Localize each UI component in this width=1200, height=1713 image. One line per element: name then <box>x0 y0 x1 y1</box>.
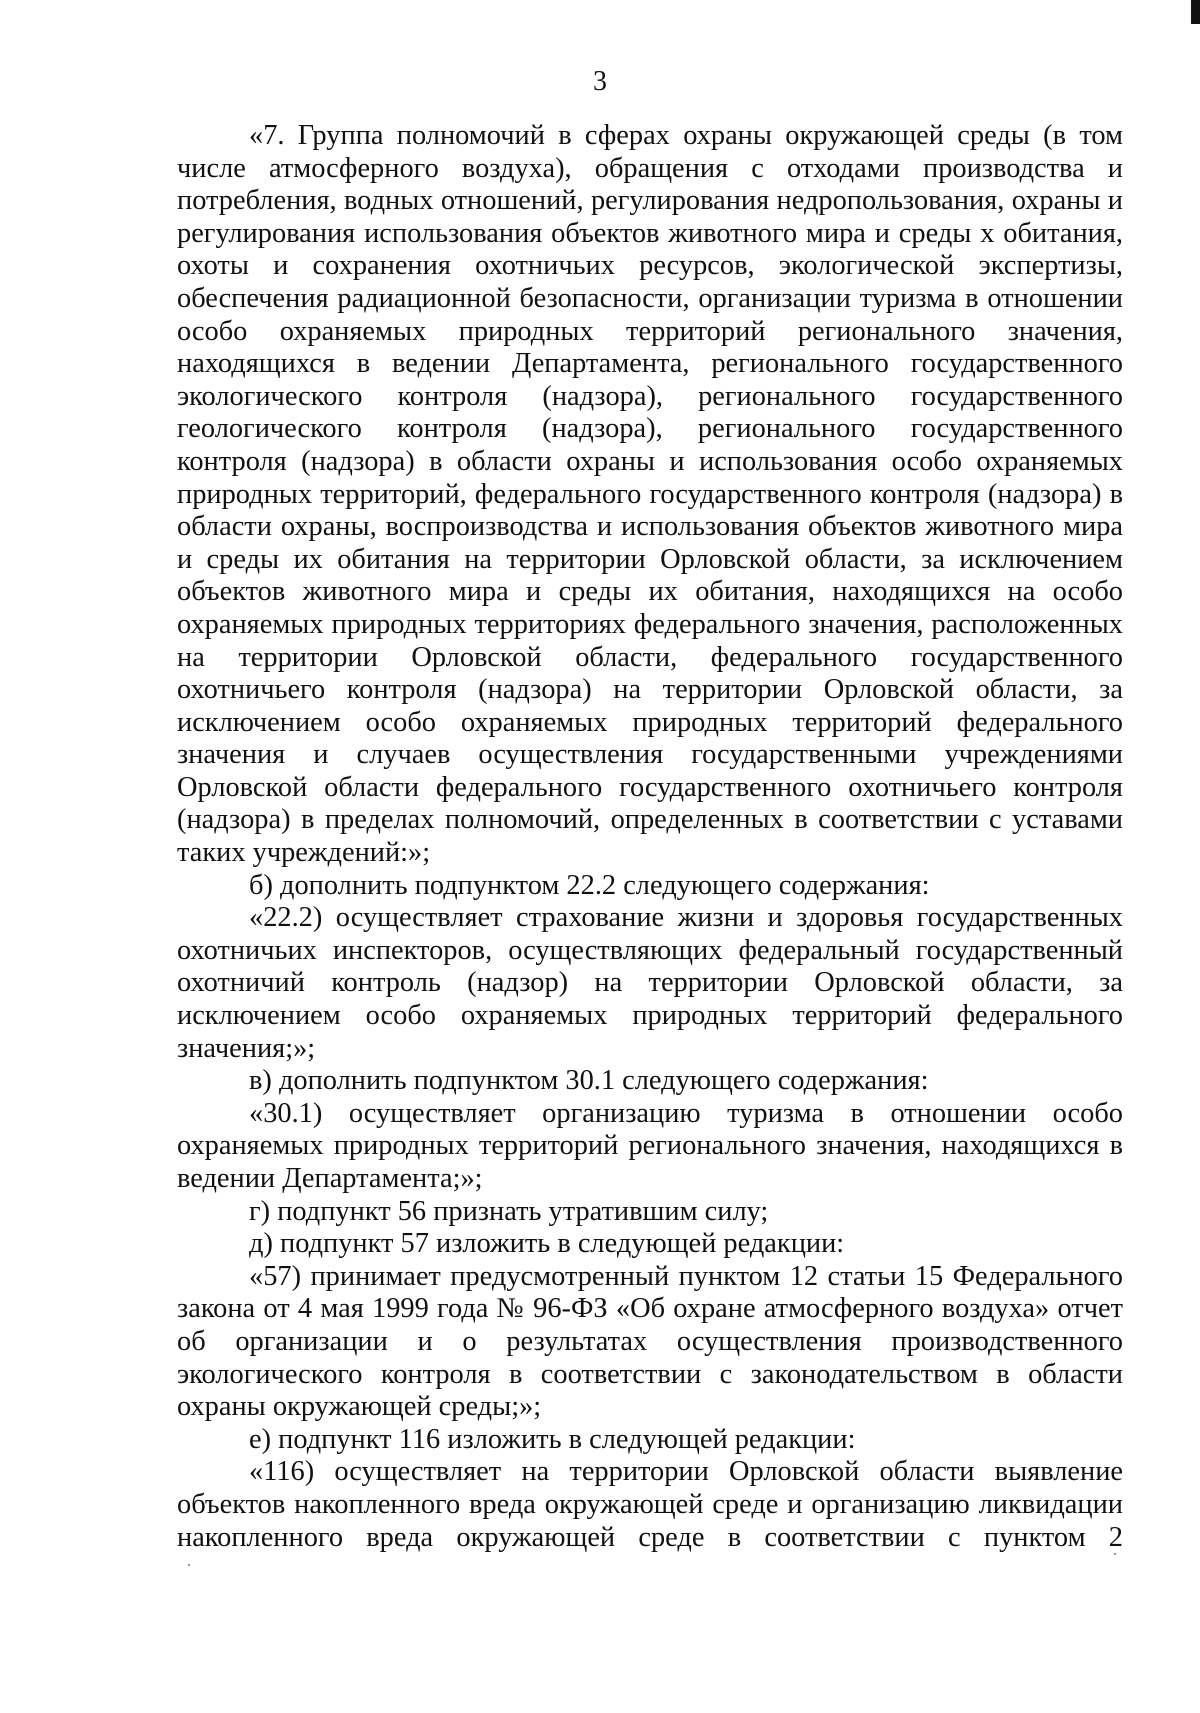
paragraph-item-116: «116) осуществляет на территории Орловской области выявление объектов накопленного вреда окружающей среде и организацию ликвидации накопленного вреда окружающей среде в соответствии с пунктом 2 <box>177 1456 1123 1553</box>
paragraph-item-57: «57) принимает предусмотренный пунктом 12 статьи 15 Федерального закона от 4 мая 1999 года № 96-ФЗ «Об охране атмосферного воздуха» отчет об организации и о результатах осуществления производственного экологического контроля в соответствии с законодательством в области охраны окружающей среды;»; <box>177 1260 1123 1423</box>
paragraph-subitem-d: д) подпункт 57 изложить в следующей редакции: <box>249 1228 845 1260</box>
document-body <box>177 120 1123 1554</box>
paragraph-item-22-2: «22.2) осуществляет страхование жизни и здоровья государственных охотничьих инспекторов, осуществляющих федеральный государственный охотничий контроль (надзор) на территории Орловской области, за исключением особо охраняемых природных территорий федерального значения;»; <box>177 902 1123 1064</box>
paragraph-item-30-1: «30.1) осуществляет организацию туризма в отношении особо охраняемых природных территорий регионального значения, находящихся в ведении Департамента;»; <box>177 1097 1123 1194</box>
paragraph-subitem-v: в) дополнить подпунктом 30.1 следующего содержания: <box>249 1065 929 1097</box>
scan-edge-mark <box>1191 0 1200 24</box>
paragraph-item-7: «7. Группа полномочий в сферах охраны окружающей среды (в том числе атмосферного воздуха), обращения с отходами производства и потребления, водных отношений, регулирования недропользования, охраны и регулирования использования объектов животного мира и среды х обитания, охоты и сохранения охотничьих ресурсов, экологической экспертизы, обеспечения радиационной безопасности, организации туризма в отношении особо охраняемых природных территорий регионального значения, находящихся в ведении Департамента, регионального государственного экологического контроля (надзора), регионального государственного геологического контроля (надзора), регионального государственного контроля (надзора) в области охраны и использования особо охраняемых природных территорий, федерального государственного контроля (надзора) в области охраны, воспроизводства и использования объектов животного мира и среды их обитания на территории Орловской области, за исключением объектов животного мира и среды их обитания, находящихся на особо охраняемых природных территориях федерального значения, расположенных на территории Орловской области, федерального государственного охотничьего контроля (надзора) на территории Орловской области, за исключением особо охраняемых природных территорий федерального значения и случаев осуществления государственными учреждениями Орловской области федерального государственного охотничьего контроля (надзора) в пределах полномочий, определенных в соответствии с уставами таких учреждений:»; <box>177 120 1123 869</box>
scan-speck <box>188 1564 190 1566</box>
scan-speck <box>1114 1553 1116 1555</box>
paragraph-subitem-g: г) подпункт 56 признать утратившим силу; <box>249 1195 769 1227</box>
paragraph-subitem-e: е) подпункт 116 изложить в следующей редакции: <box>249 1423 856 1455</box>
page-number: 3 <box>593 66 607 97</box>
paragraph-subitem-b: б) дополнить подпунктом 22.2 следующего содержания: <box>249 869 930 901</box>
